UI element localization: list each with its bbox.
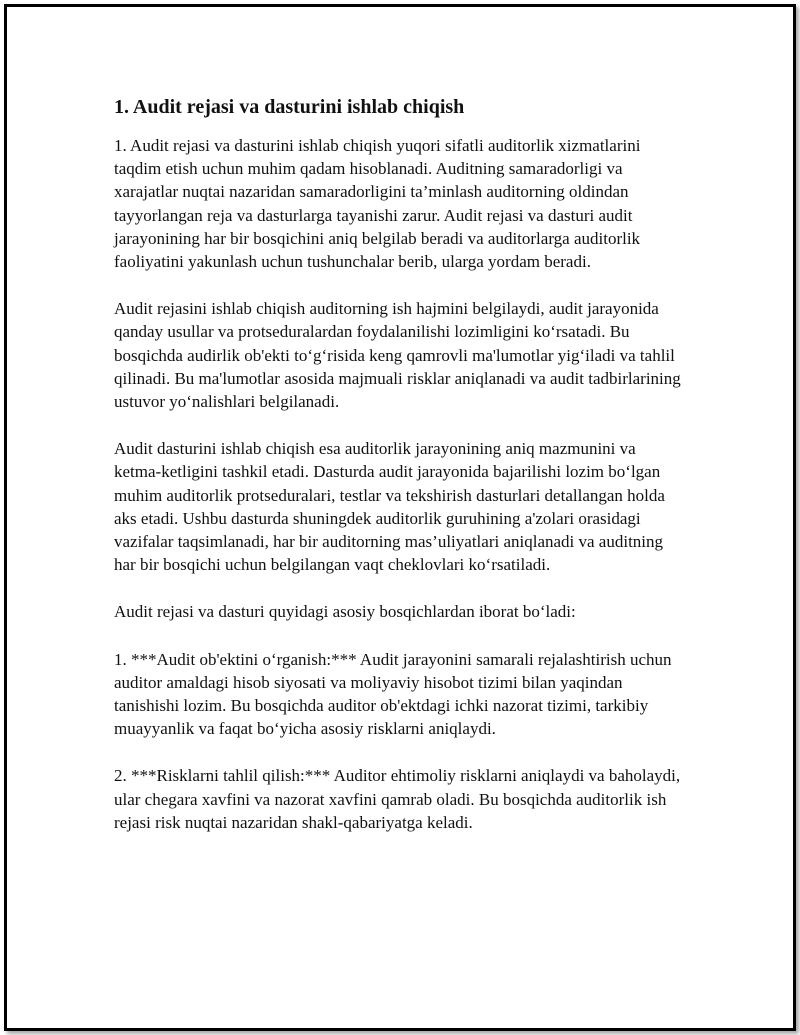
paragraph-stages-intro: Audit rejasi va dasturi quyidagi asosiy bosqichlardan iborat bo‘ladi:	[114, 602, 576, 622]
document-title: 1. Audit rejasi va dasturini ishlab chiqish	[114, 96, 465, 118]
paragraph-intro: 1. Audit rejasi va dasturini ishlab chiqish yuqori sifatli auditorlik xizmatlarini taqdim etish uchun muhim qadam hisoblanadi. Auditning samaradorligi va xarajatlar nuqtai nazaridan samaradorligini ta’minlash auditorning oldindan tayyorlangan reja va dasturlarga tayanishi zarur. Audit rejasi va dasturi audit jarayonining har bir bosqichini aniq belgilab beradi va auditorlarga auditorlik faoliyatini yakunlash uchun tushunchalar berib, ularga yordam beradi.	[114, 136, 641, 272]
document-body	[114, 94, 686, 858]
paragraph-stage-1: 1. ***Audit ob'ektini o‘rganish:*** Audit jarayonini samarali rejalashtirish uchun auditor amaldagi hisob siyosati va moliyaviy hisobot tizimi bilan yaqindan tanishishi lozim. Bu bosqichda auditor ob'ektdagi ichki nazorat tizimi, tarkibiy muayyanlik va faqat bo‘yicha asosiy risklarni aniqlaydi.	[114, 649, 672, 739]
paragraph-audit-plan: Audit rejasini ishlab chiqish auditorning ish hajmini belgilaydi, audit jarayonida qanday usullar va protseduralardan foydalanilishi lozimligini ko‘rsatadi. Bu bosqichda audirlik ob'ekti to‘g‘risida keng qamrovli ma'lumotlar yig‘iladi va tahlil qilinadi. Bu ma'lumotlar asosida majmuali risklar aniqlanadi va audit tadbirlarining ustuvor yo‘nalishlari belgilanadi.	[114, 299, 681, 412]
paragraph-audit-program: Audit dasturini ishlab chiqish esa auditorlik jarayonining aniq mazmunini va ketma-ketligini tashkil etadi. Dasturda audit jarayonida bajarilishi lozim bo‘lgan muhim auditorlik protseduralari, testlar va tekshirish dasturlari detallangan holda aks etadi. Ushbu dasturda shuningdek auditorlik guruhining a'zolari orasidagi vazifalar taqsimlanadi, har bir auditorning mas’uliyatlari aniqlanadi va auditning har bir bosqichi uchun belgilangan vaqt cheklovlari ko‘rsatiladi.	[114, 439, 665, 575]
paragraph-stage-2: 2. ***Risklarni tahlil qilish:*** Auditor ehtimoliy risklarni aniqlaydi va baholaydi, ular chegara xavfini va nazorat xavfini qamrab oladi. Bu bosqichda auditorlik ish rejasi risk nuqtai nazaridan shakl-qabariyatga keladi.	[114, 766, 681, 832]
